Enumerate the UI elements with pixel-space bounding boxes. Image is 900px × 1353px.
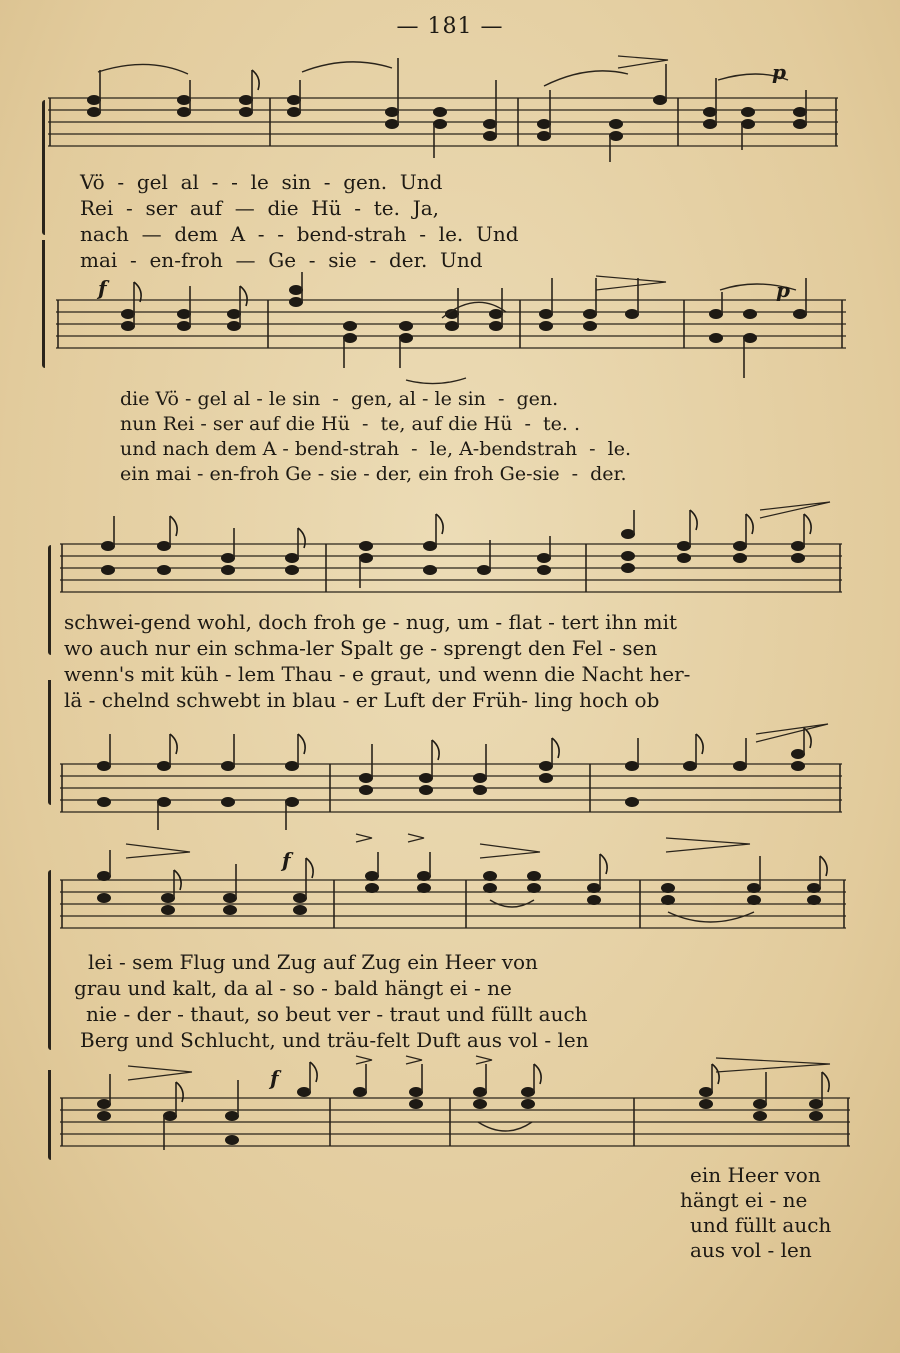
- system-1-bracket-lower: [42, 240, 45, 368]
- staff-2-lyric-2: nun Rei - ser auf die Hü - te, auf die Hü - te. .: [120, 413, 581, 435]
- dynamic-forte-1: f: [98, 276, 107, 300]
- trailing-lyric-3: und füllt auch: [690, 1213, 832, 1237]
- staff-3: [60, 500, 850, 610]
- trailing-lyric-4: aus vol - len: [690, 1238, 812, 1262]
- notes: [121, 272, 807, 378]
- staff-1-lyric-3: nach — dem A - - bend-strah - le. Und: [80, 222, 519, 246]
- staff-1-lyric-2: Rei - ser auf — die Hü - te. Ja,: [80, 196, 439, 220]
- staff-3-lyric-4: lä - chelnd schwebt in blau - er Luft der Früh- ling hoch ob: [64, 688, 660, 712]
- notes: [101, 510, 811, 588]
- notes: [97, 728, 811, 830]
- staff-2: [56, 268, 856, 388]
- staff-1: [48, 50, 848, 170]
- staff-2-lyric-1: die Vö - gel al - le sin - gen, al - le sin - gen.: [120, 388, 559, 410]
- staff-5-lyric-3: nie - der - thaut, so beut ver - traut und füllt auch: [86, 1002, 588, 1026]
- page-number: — 181 —: [396, 14, 504, 39]
- system-2-bracket-lower: [48, 680, 51, 805]
- staff-3-lyric-2: wo auch nur ein schma-ler Spalt ge - sprengt den Fel - sen: [64, 636, 658, 660]
- staff-1-lyric-4: mai - en-froh — Ge - sie - der. Und: [80, 248, 483, 272]
- dynamic-forte-3: f: [270, 1066, 279, 1090]
- system-3-bracket-lower: [48, 1070, 51, 1160]
- trailing-lyric-1: ein Heer von: [690, 1163, 821, 1187]
- dynamic-forte-2: f: [282, 848, 291, 872]
- staff-4: [60, 720, 850, 840]
- staff-1-lyric-1: Vö - gel al - - le sin - gen. Und: [80, 170, 443, 194]
- staff-5: [60, 842, 850, 952]
- notes: [97, 1062, 829, 1150]
- staff-2-lyric-4: ein mai - en-froh Ge - sie - der, ein froh Ge-sie - der.: [120, 463, 627, 485]
- staff-2-lyric-3: und nach dem A - bend-strah - le, A-bendstrah - le.: [120, 438, 631, 460]
- dynamic-piano-2: p: [776, 278, 790, 302]
- system-1-bracket-upper: [42, 100, 45, 235]
- trailing-lyric-2: hängt ei - ne: [680, 1188, 808, 1212]
- staff-3-lyric-1: schwei-gend wohl, doch froh ge - nug, um - flat - tert ihn mit: [64, 610, 678, 634]
- staff-6: [60, 1058, 850, 1168]
- system-2-bracket-upper: [48, 545, 51, 655]
- notes: [97, 850, 827, 915]
- staff-5-lyric-2: grau und kalt, da al - so - bald hängt ei - ne: [74, 976, 512, 1000]
- staff-3-lyric-3: wenn's mit küh - lem Thau - e graut, und wenn die Nacht her-: [64, 662, 691, 686]
- staff-5-lyric-4: Berg und Schlucht, und träu-felt Duft aus vol - len: [80, 1028, 589, 1052]
- system-3-bracket-upper: [48, 870, 51, 1050]
- staff-5-lyric-1: lei - sem Flug und Zug auf Zug ein Heer von: [88, 950, 538, 974]
- dynamic-piano-1: p: [772, 60, 786, 84]
